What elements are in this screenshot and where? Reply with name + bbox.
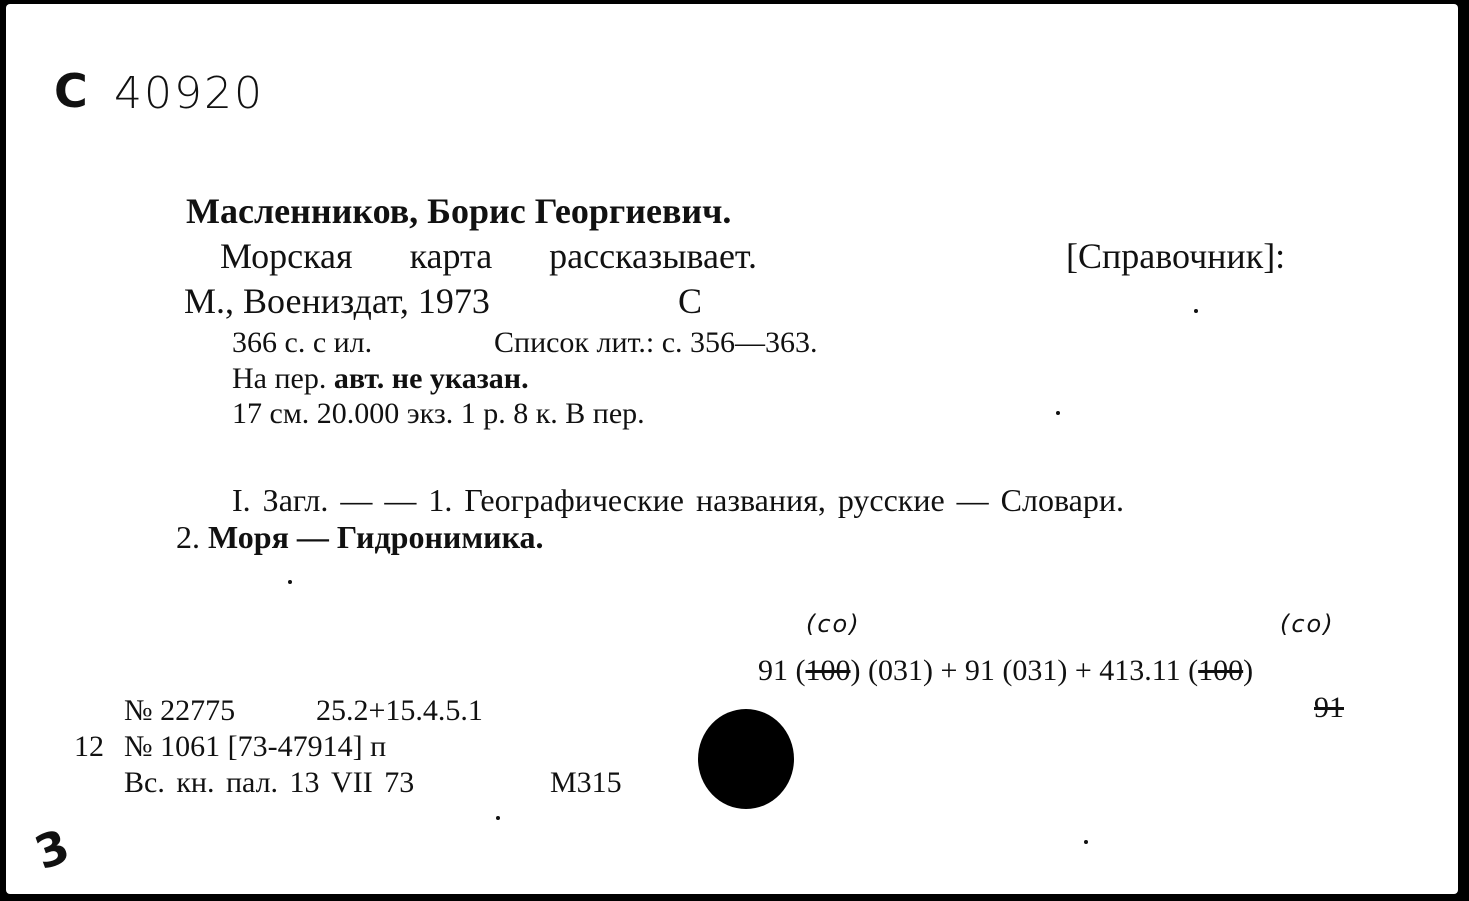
registry-number: № 1061 [73-47914] п [124, 730, 387, 763]
classification-part-2: ) (031) + 91 (031) + 413.11 ( [850, 654, 1199, 687]
pagination: 366 с. с ил. [232, 326, 373, 359]
classification-part-3: ) [1243, 654, 1254, 687]
imprint: М., Воениздат, 1973 [184, 281, 490, 321]
book-chamber-code: М315 [550, 766, 622, 799]
call-number-mark: С [54, 64, 90, 118]
subject-tracing-2-number: 2. [176, 519, 200, 555]
title-text: Морская карта рассказывает. [220, 236, 757, 276]
classification-part-1: 91 ( [758, 654, 806, 687]
corner-handwritten-mark: 3 [27, 817, 79, 881]
line-12-number: 12 [74, 730, 104, 763]
binding-note-author: авт. не указан. [333, 362, 529, 395]
classification-annotation-1: (со) [806, 610, 861, 638]
struck-index-1: 100 [805, 654, 851, 687]
binding-note [232, 362, 529, 396]
book-chamber-line: Вс. кн. пал. 13 VII 73 [124, 766, 415, 799]
struck-index-below: 91 [1314, 691, 1344, 724]
catalog-card [6, 4, 1458, 894]
speck [288, 580, 292, 584]
subject-tracing-2 [176, 519, 544, 556]
call-number: 40920 [114, 68, 264, 119]
subject-tracing-2-heading: Моря — Гидронимика. [208, 519, 544, 555]
bibliography-note: Список лит.: с. 356—363. [494, 326, 818, 359]
classification-index [758, 654, 1253, 688]
speck [1194, 309, 1198, 313]
speck [1084, 840, 1088, 844]
punch-hole [698, 709, 794, 809]
struck-index-2: 100 [1198, 654, 1244, 687]
imprint-letter: С [678, 281, 703, 321]
speck [496, 816, 500, 820]
subject-tracing-1: I. Загл. — — 1. Географические названия, русские — Словари. [232, 482, 1124, 518]
physical-description: 17 см. 20.000 экз. 1 р. 8 к. В пер. [232, 397, 645, 430]
speck [1056, 411, 1060, 415]
title-bracket: [Справочник]: [1066, 236, 1286, 276]
record-class: 25.2+15.4.5.1 [316, 694, 483, 727]
binding-note-prefix: На пер. [232, 362, 327, 395]
classification-annotation-2: (со) [1280, 610, 1335, 638]
author-heading: Масленников, Борис Георгиевич. [186, 191, 732, 231]
record-number: № 22775 [124, 694, 236, 727]
